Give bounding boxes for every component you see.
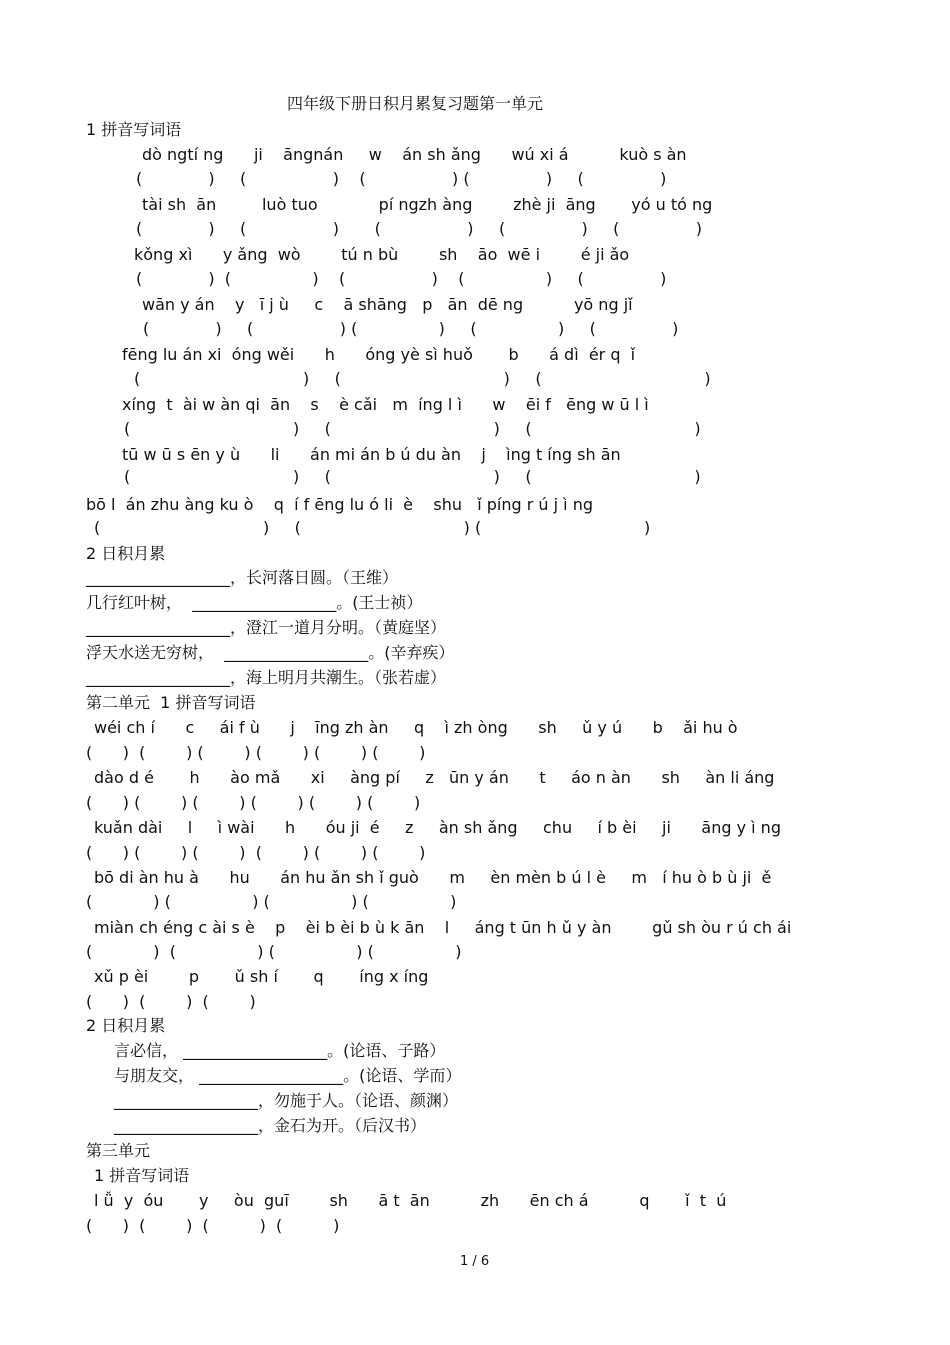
poem-line: __________________，海上明月共潮生。（张若虚） [86,668,447,687]
page-title: 四年级下册日积月累复习题第一单元 [287,94,544,113]
answer-brackets: ( ) ( ) ( ) ( ) [86,892,457,911]
pinyin-row: dào d é h ào mǎ xi àng pí z ūn y án t áo n àn sh àn li áng [94,768,775,787]
section-heading-daily: 2 日积月累 [86,544,166,563]
pinyin-row: kǒng xì y ǎng wò tú n bù sh āo wē i é ji ǎo [134,245,630,264]
fill-blank[interactable]: __________________ [86,618,230,637]
quote-line: 言必信， __________________。(论语、子路） [114,1041,446,1060]
pinyin-row: xǔ p èi p ǔ sh í q íng x íng [94,967,429,986]
pinyin-row: bō di àn hu à hu án hu ǎn sh ǐ guò m èn mèn b ú l è m í hu ò b ù ji ě [94,868,772,887]
answer-brackets: ( ) ( ) ( ) [94,518,651,537]
fill-blank[interactable]: __________________ [114,1091,258,1110]
section-heading-pinyin: 1 拼音写词语 [94,1166,190,1185]
answer-brackets: ( ) ( ) ( ) ( ) ( ) ( ) [86,793,421,812]
pinyin-row: dò ngtí ng ji āngnán w án sh ǎng wú xi á kuò s àn [142,145,687,164]
pinyin-row: miàn ch éng c ài s è p èi b èi b ù k ān l áng t ūn h ǔ y àn gǔ sh òu r ú ch ái [94,918,792,937]
pinyin-row: xíng t ài w àn qi ān s è cǎi m íng l ì w ēi f ēng w ū l ì [122,395,649,414]
quote-line: __________________，金石为开。（后汉书） [114,1116,427,1135]
pinyin-row: fēng lu án xi óng wěi h óng yè sì huǒ b á dì ér q ǐ [122,345,636,364]
answer-brackets: ( ) ( ) ( ) ( ) ( ) ( ) [86,843,426,862]
section-heading-daily: 2 日积月累 [86,1016,166,1035]
answer-brackets: ( ) ( ) ( ) ( ) ( ) ( ) [86,743,426,762]
poem-line: __________________，长河落日圆。（王维） [86,568,399,587]
fill-blank[interactable]: __________________ [86,568,230,587]
answer-brackets: ( ) ( ) ( ) ( ) ( ) [136,219,702,238]
page-number: 1 / 6 [460,1254,490,1269]
fill-blank[interactable]: __________________ [114,1116,258,1135]
fill-blank[interactable]: __________________ [86,668,230,687]
answer-brackets: ( ) ( ) ( ) [124,419,701,438]
pinyin-row: tū w ū s ēn y ù li án mi án b ú du àn j ìng t íng sh ān [122,445,621,464]
fill-blank[interactable]: __________________ [199,1066,344,1085]
quote-line: __________________，勿施于人。（论语、颜渊） [114,1091,459,1110]
poem-line: __________________，澄江一道月分明。（黄庭坚） [86,618,447,637]
unit-heading: 第三单元 [86,1141,151,1160]
answer-brackets: ( ) ( ) ( ) [134,369,711,388]
pinyin-row: bō l án zhu àng ku ò q í f ēng lu ó li è shu ǐ píng r ú j ì ng [86,495,594,514]
poem-line: 几行红叶树， __________________。(王士祯） [86,593,423,612]
pinyin-row: l ǚ y óu y òu guī sh ā t ān zh ēn ch á q ǐ t ú [94,1191,727,1210]
section-heading-pinyin: 1 拼音写词语 [86,120,182,139]
pinyin-row: wān y án y ī j ù c ā shāng p ān dē ng yō ng jǐ [142,295,633,314]
pinyin-row: tài sh ān luò tuo pí ngzh àng zhè ji āng yó u tó ng [142,195,713,214]
fill-blank[interactable]: __________________ [224,643,369,662]
fill-blank[interactable]: __________________ [183,1041,328,1060]
poem-line: 浮天水送无穷树， __________________。(辛弃疾） [86,643,455,662]
pinyin-row: wéi ch í c ái f ù j īng zh àn q ì zh òng sh ǔ y ú b ǎi hu ò [94,718,738,737]
pinyin-row: kuǎn dài l ì wài h óu ji é z àn sh ǎng chu í b èi ji āng y ì ng [94,818,781,837]
answer-brackets: ( ) ( ) ( ) [124,467,701,486]
quote-line: 与朋友交， __________________。(论语、学而） [114,1066,462,1085]
answer-brackets: ( ) ( ) ( ) ( ) [86,942,462,961]
fill-blank[interactable]: __________________ [192,593,337,612]
answer-brackets: ( ) ( ) ( ) ( ) ( ) [136,169,667,188]
unit-heading: 第二单元 1 拼音写词语 [86,693,256,712]
answer-brackets: ( ) ( ) ( ) ( ) ( ) [136,269,667,288]
answer-brackets: ( ) ( ) ( ) [86,992,256,1011]
answer-brackets: ( ) ( ) ( ) ( ) ( ) [143,319,679,338]
answer-brackets: ( ) ( ) ( ) ( ) [86,1216,340,1235]
